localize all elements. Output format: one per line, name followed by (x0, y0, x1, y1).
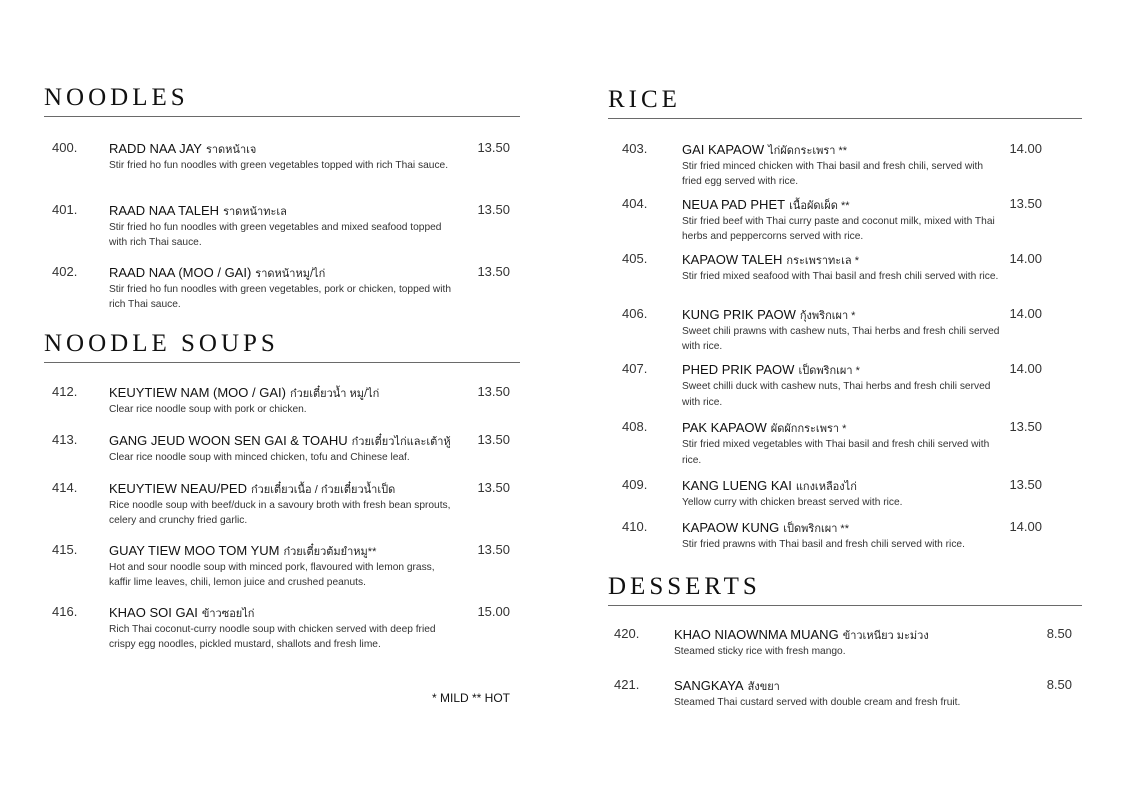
item-price: 13.50 (477, 384, 510, 399)
item-price: 13.50 (477, 480, 510, 495)
item-description: Stir fried ho fun noodles with green vegetables topped with rich Thai sauce. (109, 160, 449, 171)
item-number: 401. (52, 202, 78, 217)
item-name (109, 480, 395, 498)
item-name (109, 140, 256, 158)
item-price: 13.50 (1009, 477, 1042, 492)
item-number: 405. (622, 251, 648, 266)
item-name-en: GUAY TIEW MOO TOM YUM (109, 543, 280, 558)
item-name (682, 306, 855, 324)
item-name (109, 542, 376, 560)
item-name (109, 604, 254, 622)
item-price: 13.50 (477, 432, 510, 447)
spice-legend: * MILD ** HOT (432, 691, 511, 705)
item-price: 14.00 (1009, 361, 1042, 376)
item-name-en: RADD NAA JAY (109, 141, 202, 156)
item-name-en: GANG JEUD WOON SEN GAI & TOAHU (109, 433, 348, 448)
item-name (109, 384, 379, 402)
item-price: 8.50 (1046, 677, 1072, 692)
item-number: 413. (52, 432, 78, 447)
item-name (682, 251, 859, 269)
item-description: Steamed Thai custard served with double cream and fresh fruit. (674, 697, 961, 708)
item-number: 408. (622, 419, 648, 434)
item-price: 13.50 (477, 202, 510, 217)
item-name-thai: กุ้งพริกเผา * (799, 310, 856, 322)
item-name-thai: ข้าวซอยไก่ (201, 608, 255, 620)
item-name-en: PAK KAPAOW (682, 420, 767, 435)
item-price: 13.50 (1009, 196, 1042, 211)
right-column (608, 86, 1082, 708)
item-description: Sweet chilli duck with cashew nuts, Thai herbs and fresh chili served with rice. (682, 381, 991, 408)
item-name-en: KAPAOW KUNG (682, 520, 780, 535)
item-price: 13.50 (1009, 419, 1042, 434)
item-name (109, 432, 451, 450)
item-number: 407. (622, 361, 648, 376)
item-name-thai: ผัดผักกระเพรา * (770, 423, 847, 435)
section-title-desserts: DESSERTS (608, 573, 1082, 606)
item-name-en: KANG LUENG KAI (682, 478, 792, 493)
item-price: 14.00 (1009, 141, 1042, 156)
item-description: Stir fried mixed vegetables with Thai basil and fresh chili served with rice. (682, 439, 990, 466)
item-name-en: PHED PRIK PAOW (682, 362, 795, 377)
item-number: 402. (52, 264, 78, 279)
item-description: Stir fried prawns with Thai basil and fresh chili served with rice. (682, 539, 965, 550)
item-name-en: RAAD NAA (MOO / GAI) (109, 265, 252, 280)
item-description: Rice noodle soup with beef/duck in a savoury broth with fresh bean sprouts, celery and crunchy fried garlic. (109, 500, 451, 526)
item-number: 403. (622, 141, 648, 156)
item-number: 404. (622, 196, 648, 211)
item-description: Sweet chili prawns with cashew nuts, Thai herbs and fresh chili served with rice. (682, 326, 1000, 352)
item-name-en: KEUYTIEW NAM (MOO / GAI) (109, 385, 286, 400)
item-name (682, 477, 857, 495)
item-name (682, 419, 846, 437)
item-name-thai: ก๋วยเตี๋ยวน้ำ หมู/ไก่ (289, 388, 380, 400)
item-number: 420. (614, 626, 640, 641)
item-name (682, 519, 849, 537)
item-name (109, 264, 325, 282)
item-name-thai: ราดหน้าทะเล (223, 206, 287, 218)
item-number: 416. (52, 604, 78, 619)
item-price: 15.00 (477, 604, 510, 619)
item-name-en: KHAO SOI GAI (109, 605, 198, 620)
item-description: Stir fried mixed seafood with Thai basil and fresh chili served with rice. (682, 271, 999, 282)
item-description: Hot and sour noodle soup with minced pork, flavoured with lemon grass, kaffir lime leaves, chili, lemon juice and crushed peanuts. (109, 562, 435, 588)
item-name-thai: ราดหน้าเจ (205, 144, 257, 156)
item-price: 13.50 (477, 542, 510, 557)
item-name-thai: ไก่ผัดกระเพรา ** (768, 145, 848, 157)
section-title-rice: RICE (608, 86, 1082, 119)
item-name-thai: เป็ดพริกเผา ** (783, 523, 849, 535)
item-number: 412. (52, 384, 78, 399)
item-number: 400. (52, 140, 78, 155)
item-description: Stir fried minced chicken with Thai basil and fresh chili, served with fried egg served with rice. (682, 161, 984, 187)
item-name-en: KHAO NIAOWNMA MUANG (674, 627, 839, 642)
item-price: 14.00 (1009, 519, 1042, 534)
item-name (682, 196, 850, 214)
item-name (674, 677, 780, 695)
item-description: Steamed sticky rice with fresh mango. (674, 646, 846, 657)
item-name (682, 361, 860, 379)
item-number: 421. (614, 677, 640, 692)
item-description: Clear rice noodle soup with minced chicken, tofu and Chinese leaf. (109, 452, 410, 463)
item-name-thai: เนื้อผัดเผ็ด ** (789, 200, 850, 212)
item-name-thai: ก๋วยเตี๋ยวเนื้อ / ก๋วยเตี๋ยวน้ำเป็ด (250, 484, 396, 496)
item-description: Yellow curry with chicken breast served with rice. (682, 497, 903, 508)
item-number: 410. (622, 519, 648, 534)
item-name (109, 202, 287, 220)
item-number: 414. (52, 480, 78, 495)
section-title-noodles: NOODLES (44, 84, 520, 117)
item-name (674, 626, 929, 644)
item-name-en: RAAD NAA TALEH (109, 203, 220, 218)
item-name-en: KAPAOW TALEH (682, 252, 783, 267)
item-name-thai: กระเพราทะเล * (786, 255, 859, 267)
item-price: 14.00 (1009, 251, 1042, 266)
section-title-noodle-soups: NOODLE SOUPS (44, 330, 520, 363)
item-price: 13.50 (477, 264, 510, 279)
item-name-thai: แกงเหลืองไก่ (795, 481, 857, 493)
item-price: 14.00 (1009, 306, 1042, 321)
item-number: 415. (52, 542, 78, 557)
item-description: Rich Thai coconut-curry noodle soup with chicken served with deep fried crispy egg noodles, pickled mustard, shallots and fresh lime. (109, 624, 436, 650)
item-name-thai: ราดหน้าหมู/ไก่ (255, 268, 326, 280)
item-description: Stir fried ho fun noodles with green vegetables, pork or chicken, topped with rich Thai sauce. (109, 284, 452, 310)
item-name-en: SANGKAYA (674, 678, 744, 693)
item-name-thai: ก๋วยเตี๋ยวต้มยำหมู** (283, 546, 377, 558)
item-name-en: KEUYTIEW NEAU/PED (109, 481, 247, 496)
item-name-thai: สังขยา (747, 681, 780, 693)
item-description: Clear rice noodle soup with pork or chicken. (109, 404, 307, 415)
item-description: Stir fried beef with Thai curry paste and coconut milk, mixed with Thai herbs and peppercorns served with rice. (682, 216, 995, 242)
left-column (44, 84, 520, 650)
item-number: 406. (622, 306, 648, 321)
item-description: Stir fried ho fun noodles with green vegetables and mixed seafood topped with rich Thai sauce. (109, 222, 442, 248)
item-number: 409. (622, 477, 648, 492)
item-name-en: NEUA PAD PHET (682, 197, 786, 212)
item-price: 13.50 (477, 140, 510, 155)
item-name-thai: ข้าวเหนียว มะม่วง (842, 630, 929, 642)
item-name-thai: เป็ดพริกเผา * (798, 365, 860, 377)
item-name-en: GAI KAPAOW (682, 142, 765, 157)
item-name-thai: ก๋วยเตี๋ยวไก่และเต้าหู้ (351, 436, 451, 448)
item-name (682, 141, 847, 159)
item-name-en: KUNG PRIK PAOW (682, 307, 796, 322)
item-price: 8.50 (1046, 626, 1072, 641)
